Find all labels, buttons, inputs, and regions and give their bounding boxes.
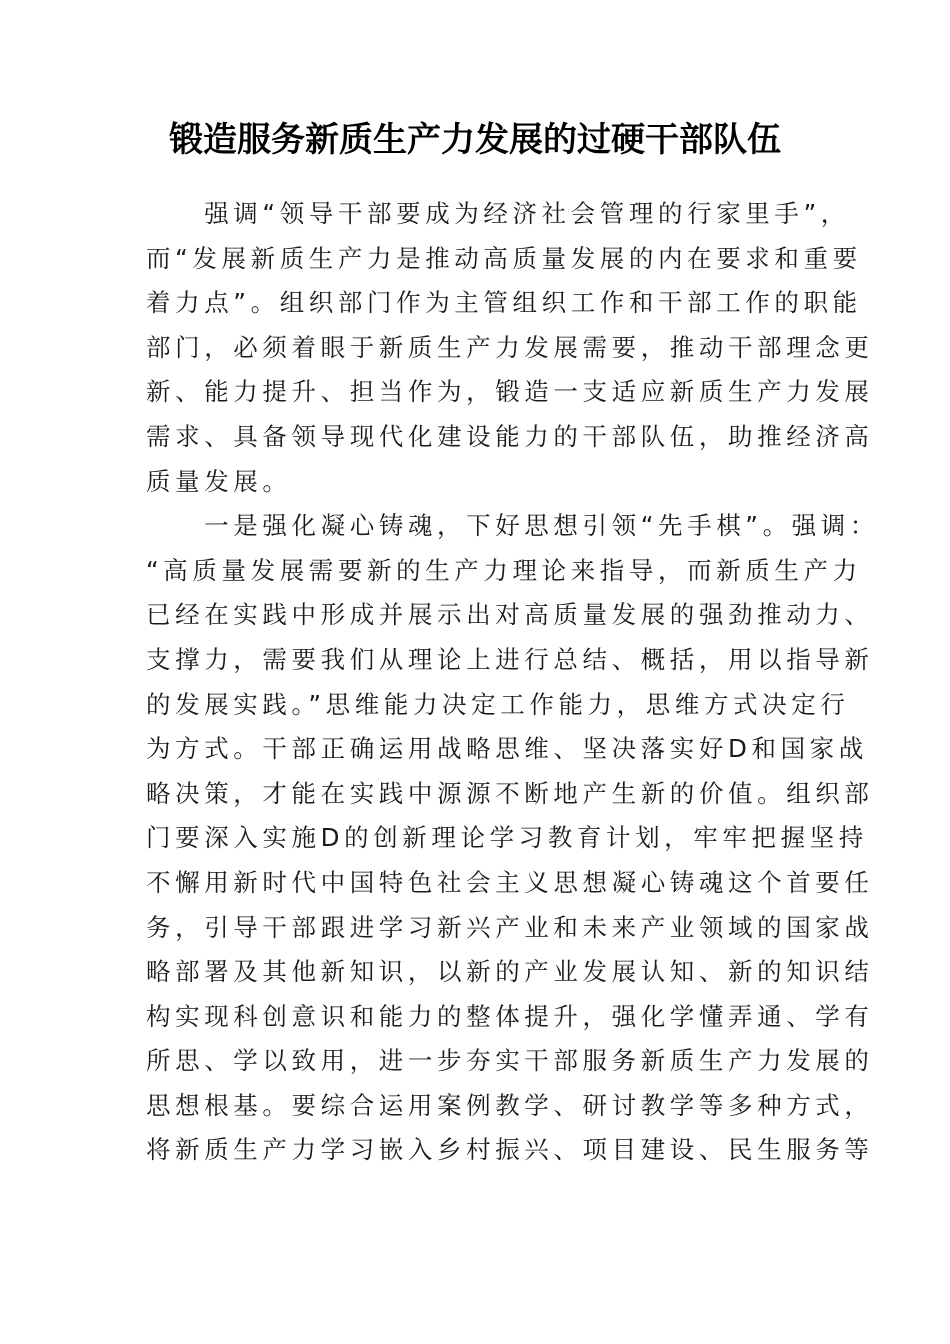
paragraph-intro bbox=[146, 192, 874, 504]
text-line: 需求、具备领导现代化建设能力的干部队伍，助推经济高 bbox=[146, 421, 874, 451]
text-line: 一是强化凝心铸魂，下好思想引领“先手棋”。强调： bbox=[146, 511, 879, 541]
text-line: 为方式。干部正确运用战略思维、坚决落实好D和国家战 bbox=[146, 734, 868, 764]
text-line: 强调“领导干部要成为经济社会管理的行家里手”， bbox=[146, 199, 850, 228]
text-line: 新、能力提升、担当作为，锻造一支适应新质生产力发展 bbox=[146, 377, 874, 407]
text-line: 略部署及其他新知识，以新的产业发展认知、新的知识结 bbox=[146, 957, 874, 987]
text-line: 所思、学以致用，进一步夯实干部服务新质生产力发展的 bbox=[146, 1046, 874, 1076]
text-line: 不懈用新时代中国特色社会主义思想凝心铸魂这个首要任 bbox=[146, 867, 874, 897]
text-line: 门要深入实施D的创新理论学习教育计划，牢牢把握坚持 bbox=[146, 823, 868, 853]
text-line: 略决策，才能在实践中源源不断地产生新的价值。组织部 bbox=[146, 778, 874, 808]
text-line: 构实现科创意识和能力的整体提升，强化学懂弄通、学有 bbox=[146, 1001, 874, 1031]
text-line: 的发展实践。”思维能力决定工作能力，思维方式决定行 bbox=[146, 689, 850, 719]
text-line: 务，引导干部跟进学习新兴产业和未来产业领域的国家战 bbox=[146, 912, 874, 942]
text-line: 而“发展新质生产力是推动高质量发展的内在要求和重要 bbox=[146, 243, 862, 273]
document-title: 锻造服务新质生产力发展的过硬干部队伍 bbox=[169, 120, 781, 160]
text-line: 已经在实践中形成并展示出对高质量发展的强劲推动力、 bbox=[146, 600, 874, 630]
document-body bbox=[146, 192, 879, 1173]
text-line: 思想根基。要综合运用案例教学、研讨教学等多种方式， bbox=[146, 1090, 874, 1120]
text-line: 支撑力，需要我们从理论上进行总结、概括，用以指导新 bbox=[146, 644, 874, 674]
text-line: 将新质生产力学习嵌入乡村振兴、项目建设、民生服务等 bbox=[146, 1135, 874, 1165]
text-line: “高质量发展需要新的生产力理论来指导，而新质生产力 bbox=[146, 555, 862, 585]
text-line: 质量发展。 bbox=[146, 466, 292, 496]
text-line: 部门，必须着眼于新质生产力发展需要，推动干部理念更 bbox=[146, 332, 874, 362]
paragraph-point-one bbox=[146, 504, 879, 1173]
text-line: 着力点”。组织部门作为主管组织工作和干部工作的职能 bbox=[146, 288, 862, 318]
